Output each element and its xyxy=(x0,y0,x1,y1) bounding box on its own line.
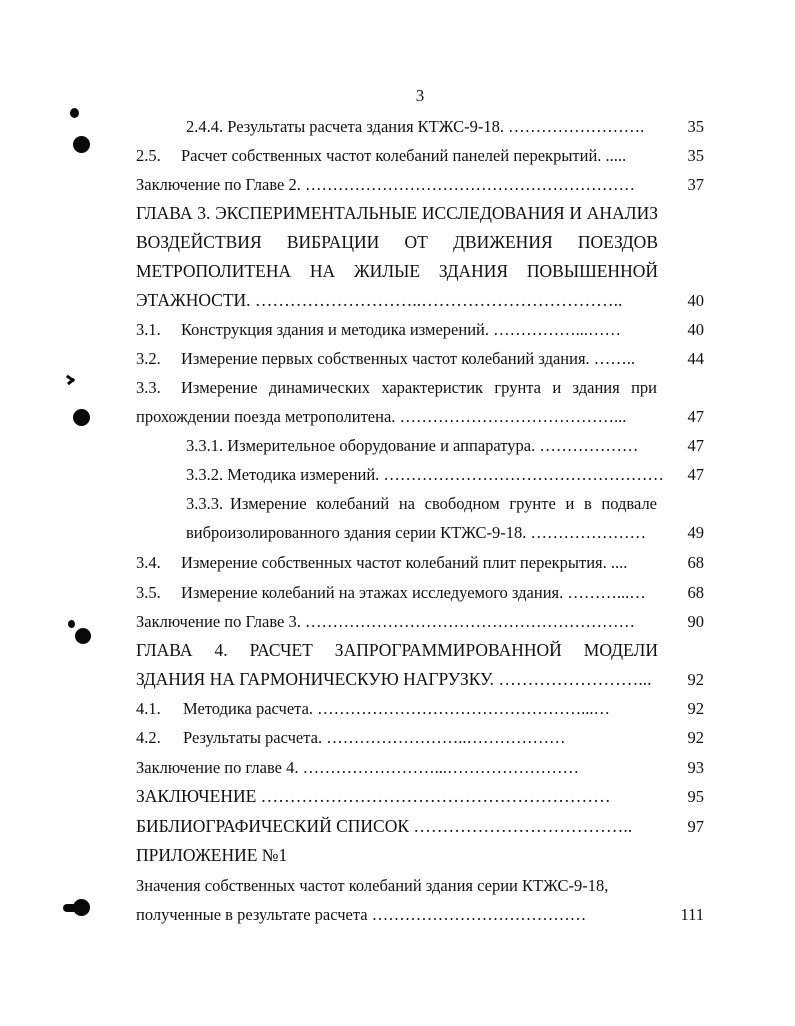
toc-page: 68 xyxy=(687,553,704,572)
toc-entry-3-3-2 xyxy=(136,460,704,489)
toc-text: Результаты расчета. ……………………..……………… xyxy=(183,728,566,747)
toc-page: 49 xyxy=(687,523,704,542)
chapter-3-heading-line-3: МЕТРОПОЛИТЕНА НА ЖИЛЫЕ ЗДАНИЯ ПОВЫШЕННОЙ xyxy=(136,261,658,281)
toc-num: 4.1. xyxy=(136,699,161,718)
toc-text: полученные в результате расчета ………………………………… xyxy=(136,905,587,924)
punch-hole xyxy=(73,136,90,153)
toc-entry-appendix-1: ПРИЛОЖЕНИЕ №1 xyxy=(136,845,288,865)
toc-entry-3-3-3-cont xyxy=(136,518,704,547)
toc-page: 92 xyxy=(687,728,704,747)
chapter-3-heading-line-2: ВОЗДЕЙСТВИЯ ВИБРАЦИИ ОТ ДВИЖЕНИЯ ПОЕЗДОВ xyxy=(136,232,658,252)
toc-num: 3.2. xyxy=(136,349,161,368)
toc-text: Значения собственных частот колебаний здания серии КТЖС-9-18, xyxy=(136,876,609,895)
toc-text: прохождении поезда метрополитена. …………………………………... xyxy=(136,407,627,426)
toc-text: Результаты расчета здания КТЖС-9-18. ……………………. xyxy=(227,117,645,136)
punch-hole-mark xyxy=(70,108,79,118)
punch-hole xyxy=(73,899,90,916)
punch-hole xyxy=(73,409,90,426)
toc-text: БИБЛИОГРАФИЧЕСКИЙ СПИСОК ……………………………….. xyxy=(136,816,633,836)
toc-text: Расчет собственных частот колебаний панелей перекрытий. ..... xyxy=(181,146,627,165)
toc-entry-3-4 xyxy=(136,548,704,577)
toc-entry-chapter-4 xyxy=(136,665,704,694)
toc-page: 93 xyxy=(687,758,704,777)
toc-page: 40 xyxy=(687,291,704,310)
chapter-4-heading-line-1: ГЛАВА 4. РАСЧЕТ ЗАПРОГРАММИРОВАННОЙ МОДЕЛИ xyxy=(136,640,658,660)
toc-page: 35 xyxy=(687,146,704,165)
toc-text: Измерение первых собственных частот колебаний здания. …….. xyxy=(181,349,636,368)
toc-page: 92 xyxy=(687,670,704,689)
toc-entry-bibliography xyxy=(136,812,704,841)
punch-hole-mark xyxy=(68,620,75,628)
toc-num: 2.4.4. xyxy=(186,117,224,136)
toc-num: 3.4. xyxy=(136,553,161,572)
toc-entry-2-4-4 xyxy=(136,112,704,141)
toc-page: 95 xyxy=(687,787,704,806)
toc-page: 37 xyxy=(687,175,704,194)
toc-text: Измерение колебаний на этажах исследуемого здания. ………...… xyxy=(181,583,646,602)
toc-num: 4.2. xyxy=(136,728,161,747)
toc-num: 3.3.1. xyxy=(186,436,224,455)
toc-entry-2-5 xyxy=(136,141,704,170)
toc-text: Измерение собственных частот колебаний плит перекрытия. .... xyxy=(181,553,628,572)
toc-entry-4-1 xyxy=(136,694,704,723)
toc-page: 90 xyxy=(687,612,704,631)
toc-page: 47 xyxy=(687,407,704,426)
toc-page: 92 xyxy=(687,699,704,718)
toc-page: 44 xyxy=(687,349,704,368)
toc-num: 3.3.2. xyxy=(186,465,224,484)
toc-text: виброизолированного здания серии КТЖС-9-18. ………………… xyxy=(186,523,647,542)
toc-num: 2.5. xyxy=(136,146,161,165)
toc-entry-conclusion-3 xyxy=(136,607,704,636)
toc-page: 47 xyxy=(687,436,704,455)
toc-entry-3-2 xyxy=(136,344,704,373)
toc-text: Методика расчета. …………………………………………...… xyxy=(183,699,611,718)
toc-entry-chapter-3 xyxy=(136,286,704,315)
toc-num: 3.5. xyxy=(136,583,161,602)
toc-entry-3-3-3 xyxy=(136,489,704,518)
toc-text: Измерение колебаний на свободном грунте и в подвале xyxy=(230,494,657,513)
toc-entry-4-2 xyxy=(136,723,704,752)
toc-page: 111 xyxy=(680,905,704,924)
toc-text: ЭТАЖНОСТИ. ………………………..…………………………….. xyxy=(136,290,623,310)
page-number: 3 xyxy=(415,86,425,105)
toc-entry-3-1 xyxy=(136,315,704,344)
toc-entry-conclusion xyxy=(136,782,704,811)
chapter-3-heading-line-1: ГЛАВА 3. ЭКСПЕРИМЕНТАЛЬНЫЕ ИССЛЕДОВАНИЯ И АНАЛИЗ xyxy=(136,203,658,223)
toc-num: 3.3.3. xyxy=(186,494,224,513)
toc-entry-appendix-1-desc-cont xyxy=(136,900,704,929)
toc-entry-3-3-cont xyxy=(136,402,704,431)
toc-text: Измерение динамических характеристик грунта и здания при xyxy=(181,378,657,397)
punch-hole xyxy=(75,628,91,644)
toc-text: Измерительное оборудование и аппаратура. ……………… xyxy=(227,436,639,455)
toc-entry-3-3 xyxy=(136,373,704,402)
toc-page: 40 xyxy=(687,320,704,339)
toc-page: 47 xyxy=(687,465,704,484)
toc-page: 68 xyxy=(687,583,704,602)
toc-page: 97 xyxy=(687,817,704,836)
toc-text: Конструкция здания и методика измерений. ……………...…… xyxy=(181,320,621,339)
toc-entry-conclusion-4 xyxy=(136,753,704,782)
toc-entry-3-5 xyxy=(136,578,704,607)
toc-num: 3.3. xyxy=(136,378,161,397)
toc-entry-appendix-1-desc xyxy=(136,871,704,900)
toc-entry-conclusion-2 xyxy=(136,170,704,199)
toc-text: ЗАКЛЮЧЕНИЕ …………………………………………………… xyxy=(136,786,611,806)
toc-page: 35 xyxy=(687,117,704,136)
toc-text: Заключение по Главе 2. …………………………………………………… xyxy=(136,175,635,194)
toc-text: Заключение по Главе 3. …………………………………………………… xyxy=(136,612,635,631)
toc-text: ЗДАНИЯ НА ГАРМОНИЧЕСКУЮ НАГРУЗКУ. ……………………... xyxy=(136,669,652,689)
toc-entry-3-3-1 xyxy=(136,431,704,460)
toc-num: 3.1. xyxy=(136,320,161,339)
toc-text: Заключение по главе 4. ……………………...…………………… xyxy=(136,758,579,777)
toc-text: Методика измерений. …………………………………………… xyxy=(227,465,664,484)
